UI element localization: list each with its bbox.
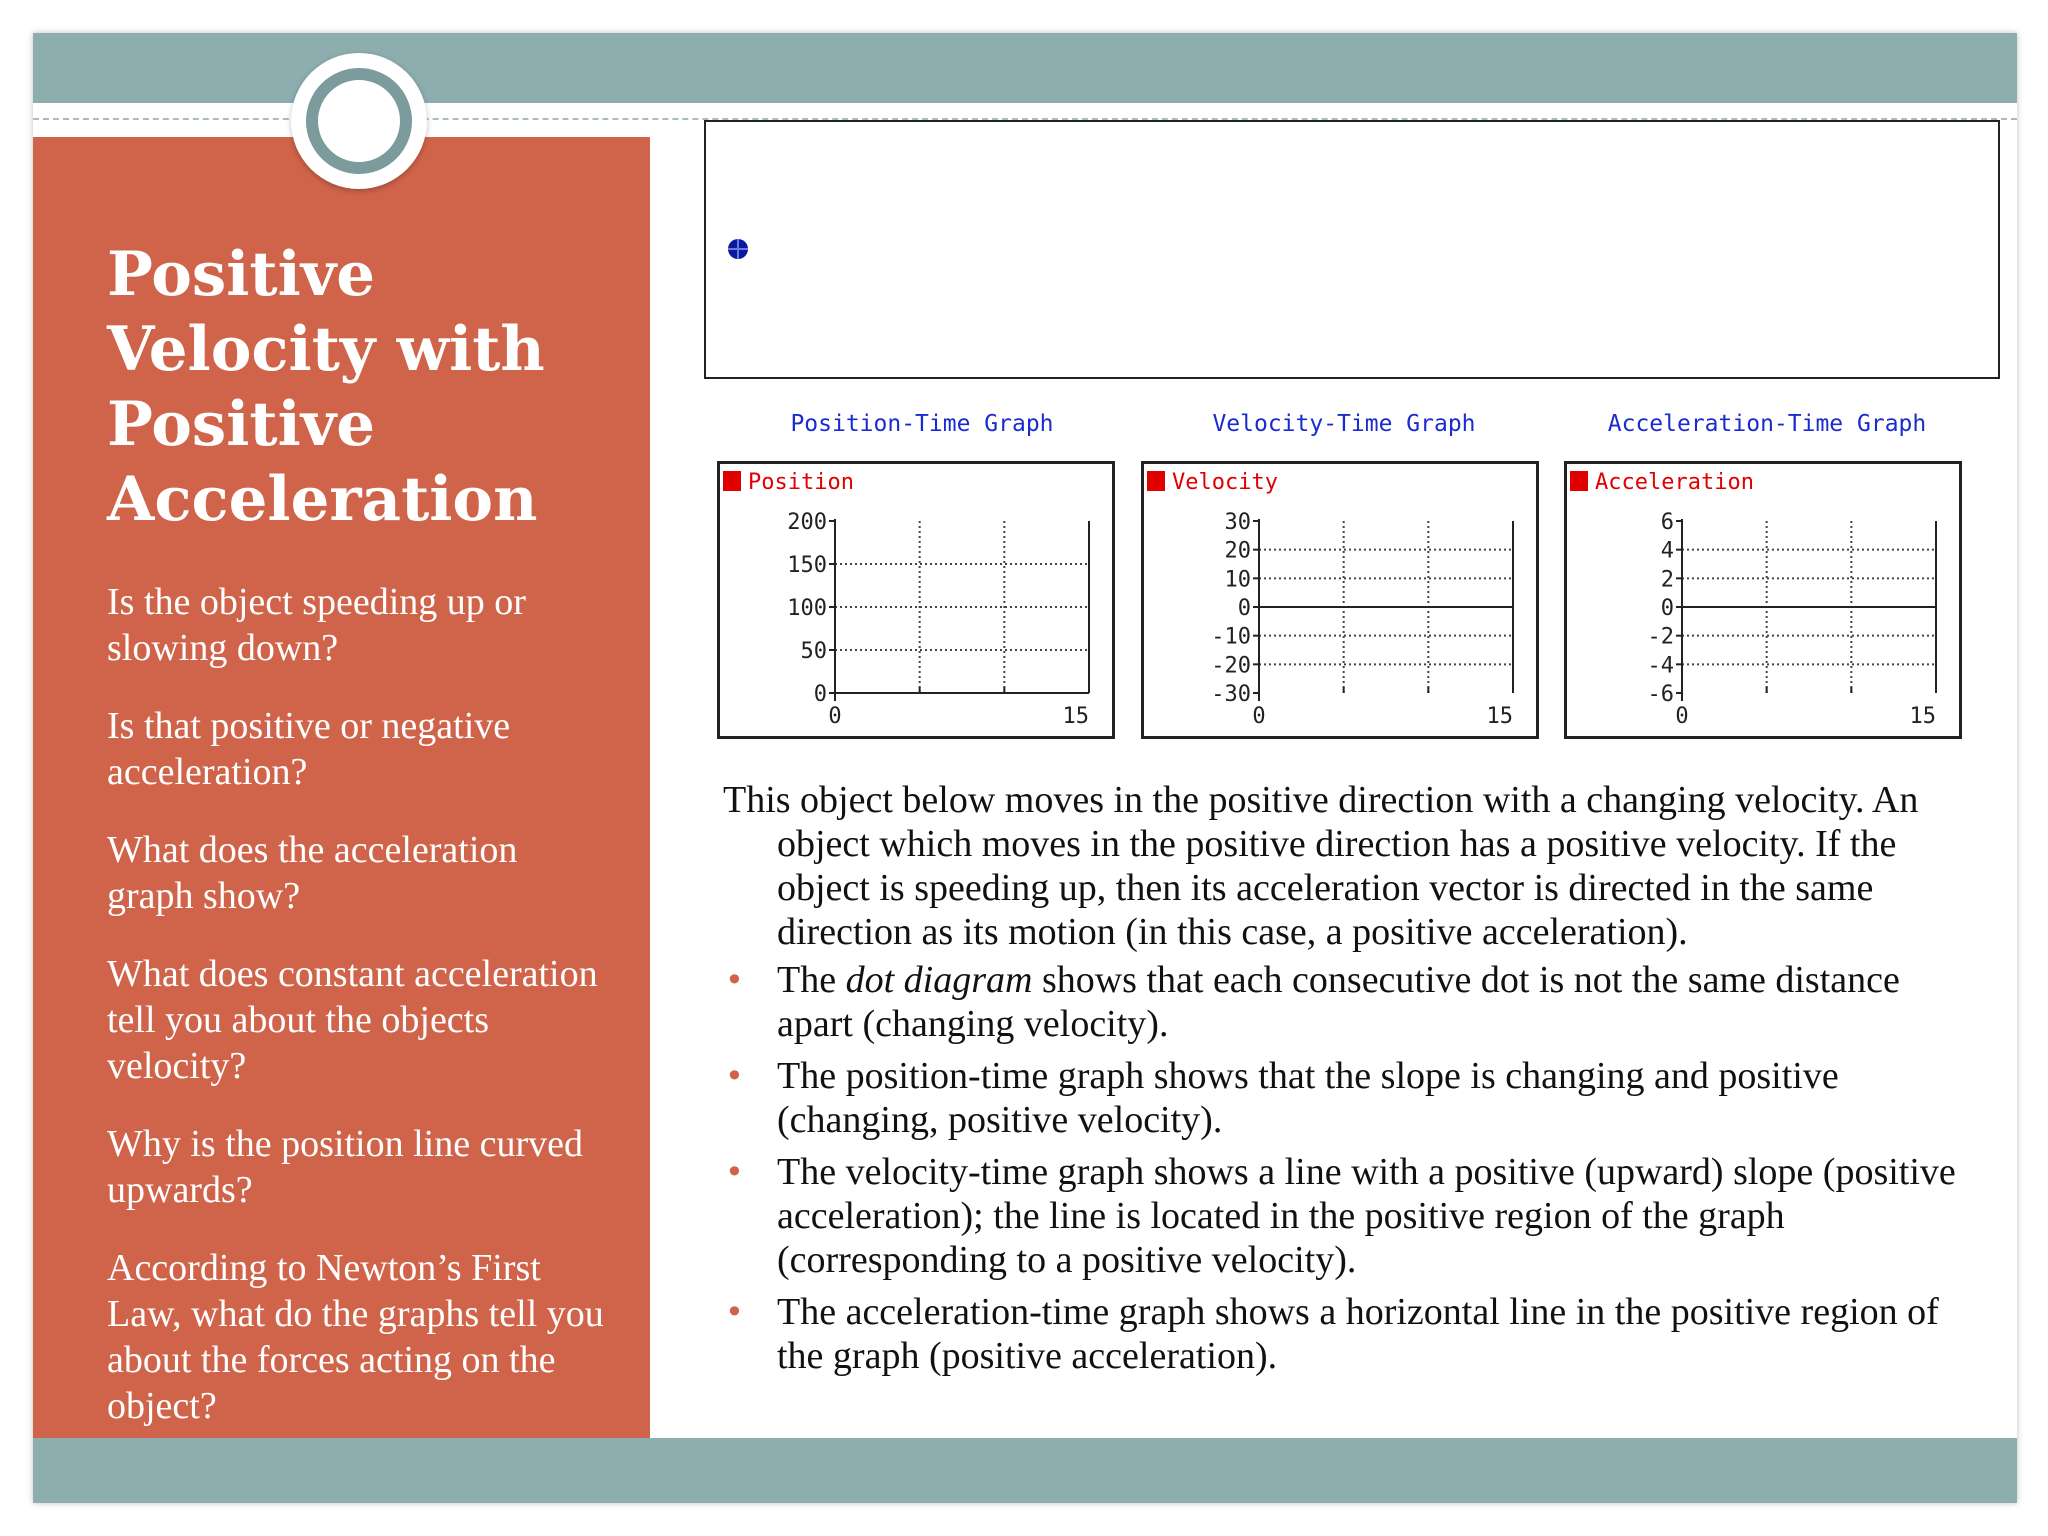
intro-paragraph: This object below moves in the positive direction with a changing velocity. An object which moves in the positive direction has a positive velocity. If the object is speeding up, then its acceleration vector is directed in the same direction as its motion (in this case, a positive acceleration).	[723, 779, 1919, 953]
legend-label: Velocity	[1172, 470, 1278, 495]
bullet-text-emphasis: dot diagram	[845, 959, 1033, 1001]
y-tick-label: 150	[787, 553, 827, 578]
velocity-time-graph	[1141, 461, 1539, 739]
question-6: According to Newton’s First Law, what do the graphs tell you about the forces acting on the object?	[107, 1247, 604, 1427]
position-time-graph	[717, 461, 1115, 739]
x-tick-label: 0	[828, 704, 842, 729]
moving-object-dot-icon	[726, 237, 756, 267]
question-4: What does constant acceleration tell you about the objects velocity?	[107, 953, 598, 1087]
y-tick-label: 4	[1660, 538, 1674, 564]
y-tick-label: 100	[787, 596, 827, 621]
question-5: Why is the position line curved upwards?	[107, 1123, 583, 1211]
bottom-band	[33, 1438, 2017, 1503]
bullet-position-graph	[723, 1054, 1983, 1142]
y-tick-label: -20	[1211, 653, 1251, 679]
x-tick-label: 15	[1062, 704, 1089, 729]
y-tick-label: 0	[1237, 596, 1251, 621]
legend-swatch	[1147, 471, 1165, 491]
explanation-bullets	[723, 958, 1983, 1378]
graph-frame	[1566, 463, 1961, 738]
y-tick-label: 0	[813, 682, 827, 707]
bullet-text: The position-time graph shows that the slope is changing and positive (changing, positive velocity).	[777, 1055, 1839, 1141]
y-tick-label: -4	[1647, 653, 1674, 679]
y-tick-label: 20	[1224, 538, 1251, 564]
x-tick-label: 0	[1675, 704, 1689, 729]
bullet-acceleration-graph	[723, 1290, 1983, 1378]
y-tick-label: -30	[1211, 682, 1251, 707]
graph-frame	[719, 463, 1114, 738]
legend-label: Acceleration	[1595, 470, 1754, 495]
bullet-text: The velocity-time graph shows a line with a positive (upward) slope (positive acceleration); the line is located in the positive region of the graph (corresponding to a positive velocity).	[777, 1151, 1956, 1281]
legend-label: Position	[748, 470, 854, 495]
bullet-text: The acceleration-time graph shows a horizontal line in the positive region of the graph (positive acceleration).	[777, 1291, 1939, 1377]
y-tick-label: -6	[1647, 682, 1674, 707]
acceleration-time-graph	[1564, 461, 1962, 739]
y-tick-label: -2	[1647, 624, 1674, 650]
bullet-text-pre: The	[777, 959, 846, 1001]
graph-frame	[1143, 463, 1538, 738]
y-tick-label: 2	[1660, 567, 1674, 593]
x-tick-label: 15	[1486, 704, 1513, 729]
acceleration-graph-title: Acceleration-Time Graph	[1607, 411, 1927, 437]
x-tick-label: 0	[1252, 704, 1266, 729]
y-tick-label: 10	[1224, 567, 1251, 593]
bullet-icon: •	[725, 1057, 744, 1095]
velocity-graph-title: Velocity-Time Graph	[1212, 411, 1476, 437]
bullet-dot-diagram	[723, 958, 1983, 1046]
slide	[33, 33, 2017, 1503]
bullet-icon: •	[725, 961, 744, 999]
y-tick-label: 50	[800, 639, 827, 664]
bullet-icon: •	[725, 1293, 744, 1331]
question-1: Is the object speeding up or slowing down?	[107, 581, 526, 669]
legend-swatch	[1570, 471, 1588, 491]
explanation-text	[723, 778, 1983, 1386]
circle-ornament-icon	[291, 53, 427, 189]
y-tick-label: 30	[1224, 510, 1251, 535]
y-tick-label: -10	[1211, 624, 1251, 650]
slide-title: Positive Velocity with Positive Acceleration	[107, 239, 545, 535]
x-tick-label: 15	[1909, 704, 1936, 729]
circle-ring	[306, 68, 412, 174]
y-tick-label: 0	[1660, 596, 1674, 621]
question-3: What does the acceleration graph show?	[107, 829, 518, 917]
position-graph-title: Position-Time Graph	[790, 411, 1054, 437]
question-panel	[33, 137, 650, 1438]
bullet-text-post: shows that each consecutive dot is not the same distance apart (changing velocity).	[777, 959, 1900, 1045]
question-2: Is that positive or negative acceleration?	[107, 705, 511, 793]
bullet-velocity-graph	[723, 1150, 1983, 1282]
bullet-icon: •	[725, 1153, 744, 1191]
y-tick-label: 6	[1660, 510, 1674, 535]
legend-swatch	[723, 471, 741, 491]
dot-diagram-box	[704, 120, 2000, 379]
y-tick-label: 200	[787, 510, 827, 535]
